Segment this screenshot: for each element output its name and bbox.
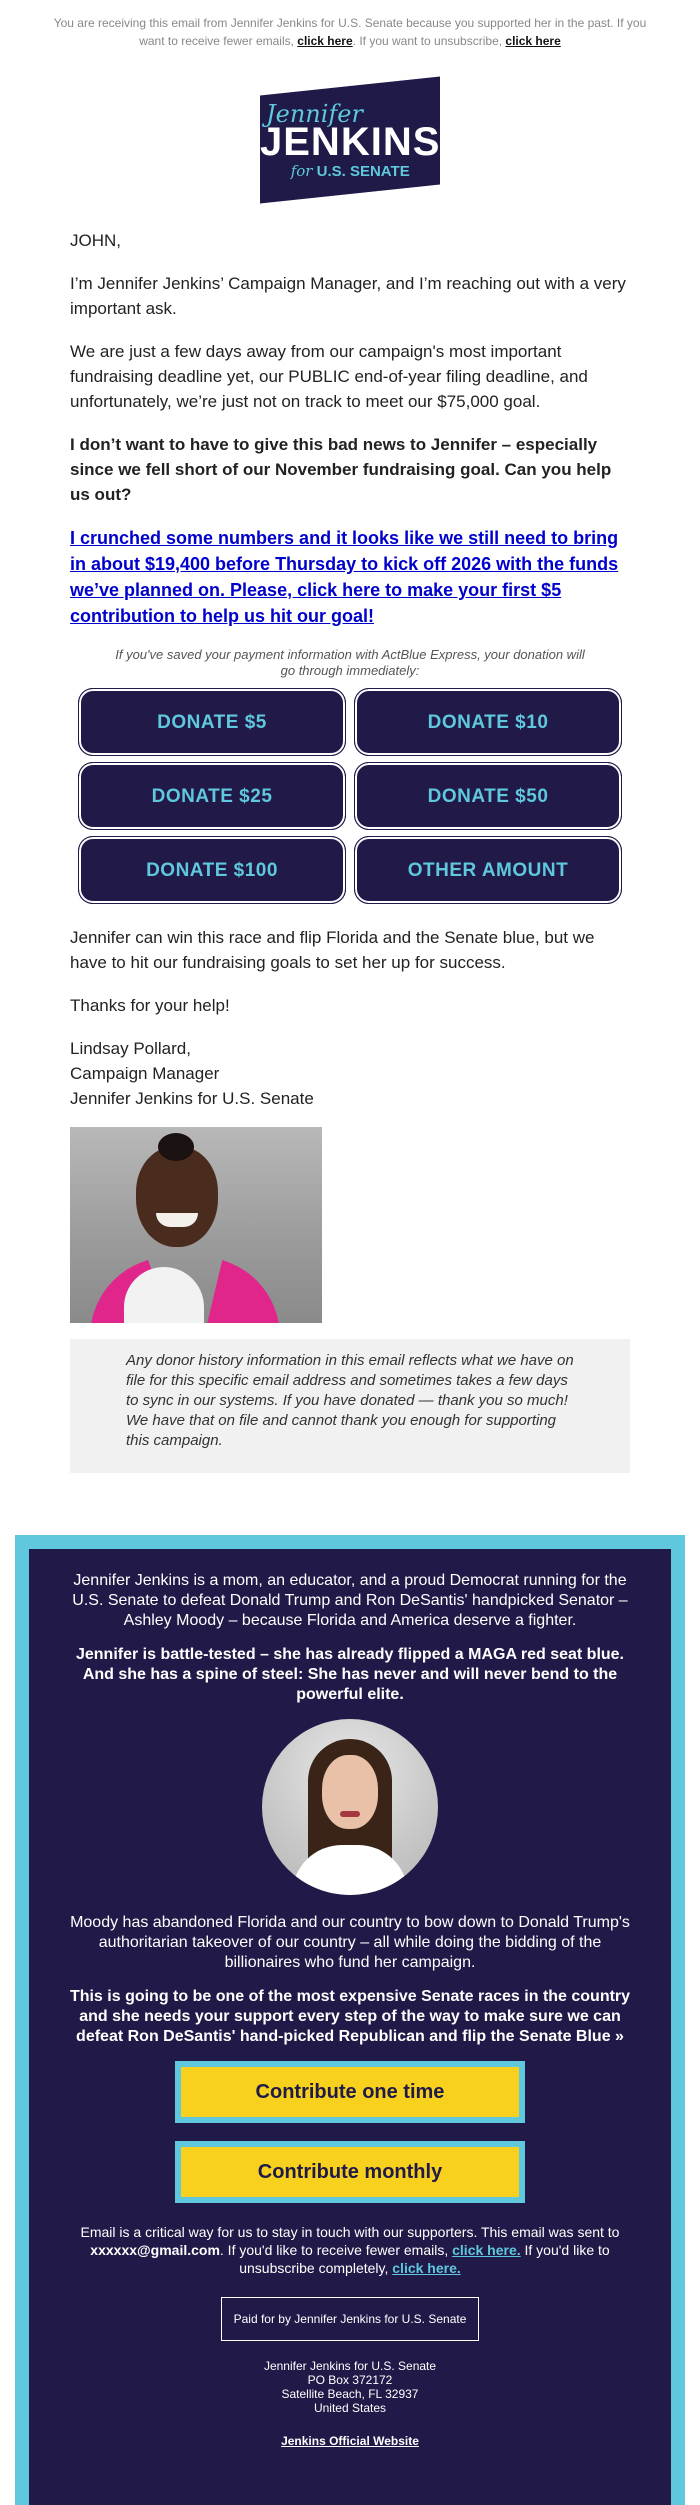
official-website-link[interactable]: Jenkins Official Website	[281, 2434, 419, 2448]
address-line: PO Box 372172	[307, 2373, 393, 2387]
paragraph-ask: I don’t want to have to give this bad news to Jennifer – especially since we fell short of our November fundraising goal. Can you help us out?	[70, 435, 612, 504]
donate-other-amount-button[interactable]: OTHER AMOUNT	[355, 837, 621, 903]
footer-battle-tested: Jennifer is battle-tested – she has already flipped a MAGA red seat blue. And she has a spine of steel: She has never and will never bend to the powerful elite.	[75, 1646, 624, 1703]
donate-50-button[interactable]: DONATE $50	[355, 763, 621, 829]
preheader-text-2: . If you want to unsubscribe,	[352, 34, 506, 48]
email-body	[0, 228, 700, 1323]
paragraph-intro: I’m Jennifer Jenkins’ Campaign Manager, and I’m reaching out with a very important ask.	[70, 274, 626, 318]
donate-10-button[interactable]: DONATE $10	[355, 689, 621, 755]
address-line: Jennifer Jenkins for U.S. Senate	[263, 2359, 437, 2373]
footer-email-address: xxxxxx@gmail.com	[90, 2242, 220, 2258]
donate-5-button[interactable]: DONATE $5	[79, 689, 345, 755]
footer-small-3: If you'd like to unsubscribe completely,	[239, 2242, 610, 2276]
footer-bio: Jennifer Jenkins is a mom, an educator, and a proud Democrat running for the U.S. Senate to defeat Donald Trump and Ron DeSantis' handpicked Senator – Ashley Moody – because Florida and America deserve a fighter.	[72, 1572, 628, 1629]
signature-org: Jennifer Jenkins for U.S. Senate	[70, 1089, 314, 1108]
fewer-emails-link[interactable]: click here	[297, 34, 353, 48]
footer-moody: Moody has abandoned Florida and our country to bow down to Donald Trump's authoritarian takeover of our country – all while doing the bidding of the billionaires who fund her campaign.	[70, 1914, 630, 1971]
footer-fewer-emails-link[interactable]: click here.	[452, 2242, 521, 2258]
donor-history-disclaimer: Any donor history information in this email reflects what we have on file for this specific email address and sometimes takes a few days to sync in our systems. If you have donated — thank you so much! We have that on file and cannot thank you enough for supporting this campaign.	[70, 1339, 630, 1473]
logo-first-name: Jennifer	[265, 99, 363, 128]
preheader-text-1: You are receiving this email from Jennifer Jenkins for U.S. Senate because you supported her in the past. If you want to receive fewer emails,	[53, 16, 647, 48]
footer-small-1: Email is a critical way for us to stay in touch with our supporters. This email was sent to	[80, 2224, 620, 2240]
footer-email-notice	[59, 2223, 641, 2277]
logo-banner	[260, 77, 440, 204]
logo-last-name: JENKINS	[259, 119, 441, 164]
paragraph-deadline: We are just a few days away from our campaign's most important fundraising deadline yet, our PUBLIC end-of-year filing deadline, and unfortunately, we’re just not on track to meet our $75,000 goal.	[70, 342, 588, 411]
footer-expensive-race: This is going to be one of the most expensive Senate races in the country and she needs your support every step of the way to make sure we can defeat Ron DeSantis' hand-picked Republican and flip the Senate Blue »	[69, 1988, 631, 2045]
address-line: Satellite Beach, FL 32937	[281, 2387, 419, 2401]
logo-office-text: U.S. SENATE	[316, 162, 410, 180]
contribute-monthly-button[interactable]: Contribute monthly	[175, 2141, 525, 2203]
preheader	[0, 0, 700, 50]
paragraph-win: Jennifer can win this race and flip Florida and the Senate blue, but we have to hit our fundraising goals to set her up for success.	[70, 928, 595, 972]
address-line: United States	[313, 2401, 387, 2415]
paragraph-thanks: Thanks for your help!	[70, 996, 230, 1015]
donate-button-grid	[70, 689, 630, 903]
candidate-photo	[70, 1127, 322, 1323]
signature-name: Lindsay Pollard,	[70, 1039, 191, 1058]
opponent-portrait	[262, 1719, 438, 1895]
contribute-one-time-button[interactable]: Contribute one time	[175, 2061, 525, 2123]
logo-for: for	[290, 161, 313, 180]
footer	[29, 1549, 671, 2505]
donate-100-button[interactable]: DONATE $100	[79, 837, 345, 903]
actblue-express-note: If you've saved your payment information with ActBlue Express, your donation will go through immediately:	[115, 647, 585, 678]
footer-frame	[15, 1535, 685, 2505]
logo-office	[260, 163, 440, 178]
campaign-logo	[0, 86, 700, 196]
signature-title: Campaign Manager	[70, 1064, 220, 1083]
paid-for-box: Paid for by Jennifer Jenkins for U.S. Senate	[221, 2297, 480, 2341]
unsubscribe-link[interactable]: click here	[505, 34, 561, 48]
mailing-address	[59, 2359, 641, 2415]
greeting: JOHN,	[70, 231, 121, 250]
donate-25-button[interactable]: DONATE $25	[79, 763, 345, 829]
footer-unsubscribe-link[interactable]: click here.	[392, 2260, 461, 2276]
contribute-link[interactable]: I crunched some numbers and it looks like we still need to bring in about $19,400 before Thursday to kick off 2026 with the funds we’ve planned on. Please, click here to make your first $5 contribution to help us hit our goal!	[70, 528, 619, 626]
footer-small-2: . If you'd like to receive fewer emails,	[219, 2242, 453, 2258]
